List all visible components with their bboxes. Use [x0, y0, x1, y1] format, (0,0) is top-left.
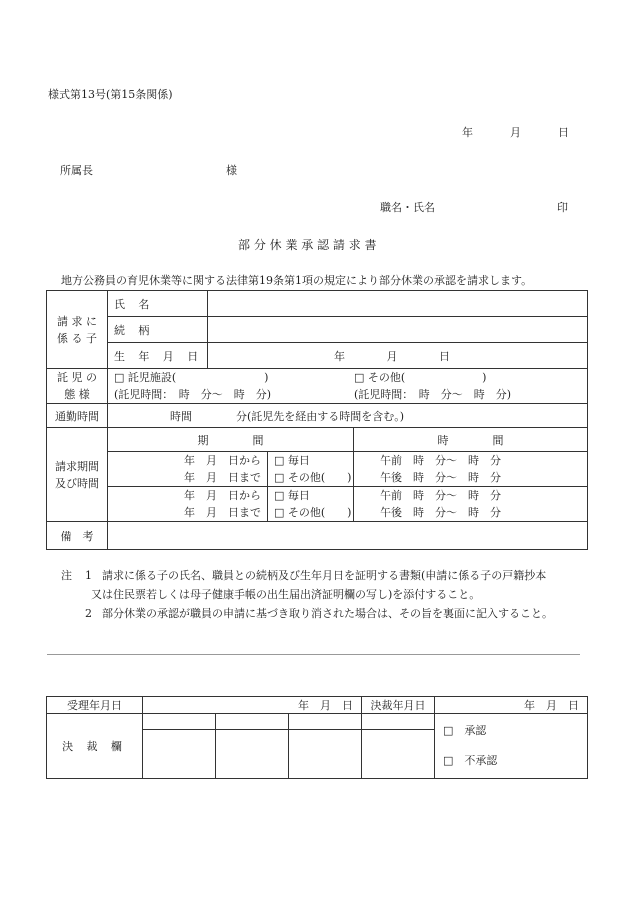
decision-date-field[interactable]: 年 月 日 [435, 697, 588, 714]
commute-field[interactable]: 時間 分(託児先を経由する時間を含む。) [108, 404, 588, 428]
note-1-number: 1 [85, 569, 92, 582]
birthdate-label: 生 年 月 日 [108, 343, 208, 369]
remarks-field[interactable] [108, 522, 588, 550]
relation-label: 続 柄 [108, 317, 208, 343]
name-label: 氏 名 [108, 291, 208, 317]
approver-stamp-4[interactable] [362, 730, 435, 779]
period-header: 期 間 [108, 428, 354, 452]
request-table [46, 290, 588, 550]
note-1-line-2: 又は住民票若しくは母子健康手帳の出生届出済証明欄の写し)を添付すること。 [91, 588, 481, 601]
period-1-dates[interactable]: 年 月 日から 年 月 日まで [108, 452, 268, 487]
received-date-label: 受理年月日 [47, 697, 143, 714]
approver-stamp-1-header[interactable] [143, 714, 216, 730]
decision-date-label: 決裁年月日 [362, 697, 435, 714]
form-number: 様式第13号(第15条関係) [48, 88, 173, 101]
recipient-honorific: 様 [226, 164, 237, 177]
date-day: 日 [558, 126, 569, 139]
approver-stamp-2[interactable] [216, 730, 289, 779]
date-year: 年 [462, 126, 473, 139]
note-2-text: 部分休業の承認が職員の申請に基づき取り消された場合は、その旨を裏面に記入すること。 [102, 607, 553, 620]
note-prefix: 注 [61, 569, 72, 582]
applicant-label: 職名・氏名 [380, 201, 435, 214]
period-2-time[interactable]: 午前 時 分～ 時 分 午後 時 分～ 時 分 [354, 487, 588, 522]
period-1-frequency[interactable]: □ 毎日 □ その他( ) [268, 452, 354, 487]
approver-stamp-1[interactable] [143, 730, 216, 779]
approval-table [46, 696, 588, 779]
period-1-time[interactable]: 午前 時 分～ 時 分 午後 時 分～ 時 分 [354, 452, 588, 487]
approver-stamp-3[interactable] [289, 730, 362, 779]
approver-stamp-3-header[interactable] [289, 714, 362, 730]
birthdate-field[interactable]: 年 月 日 [208, 343, 588, 369]
note-1-line-1: 請求に係る子の氏名、職員との続柄及び生年月日を証明する書類(申請に係る子の戸籍抄本 [102, 569, 547, 582]
separator-line [47, 654, 580, 655]
remarks-label: 備 考 [47, 522, 108, 550]
decision-label: 決 裁 欄 [47, 714, 143, 779]
document-title: 部 分 休 業 承 認 請 求 書 [238, 238, 377, 252]
relation-field[interactable] [208, 317, 588, 343]
date-month: 月 [510, 126, 521, 139]
approver-stamp-4-header[interactable] [362, 714, 435, 730]
recipient-title: 所属長 [60, 164, 93, 177]
approver-stamp-2-header[interactable] [216, 714, 289, 730]
received-date-field[interactable]: 年 月 日 [143, 697, 362, 714]
intro-text: 地方公務員の育児休業等に関する法律第19条第1項の規定により部分休業の承認を請求します。 [61, 274, 533, 287]
name-field[interactable] [208, 291, 588, 317]
note-2-number: 2 [85, 607, 92, 620]
commute-label: 通勤時間 [47, 404, 108, 428]
period-2-frequency[interactable]: □ 毎日 □ その他( ) [268, 487, 354, 522]
child-section-label: 請 求 に 係 る 子 [47, 291, 108, 369]
childcare-label: 託 児 の 態 様 [47, 369, 108, 404]
time-header: 時 間 [354, 428, 588, 452]
childcare-field[interactable]: □ 託児施設( ) □ その他( ) (託児時間： 時 分～ 時 分) (託児時間： 時 分～ 時 分) [108, 369, 588, 404]
approve-checkbox[interactable]: □ 承認 [443, 724, 487, 737]
period-2-dates[interactable]: 年 月 日から 年 月 日まで [108, 487, 268, 522]
period-section-label: 請求期間 及び時間 [47, 428, 108, 522]
decision-result[interactable] [435, 714, 588, 779]
reject-checkbox[interactable]: □ 不承認 [443, 754, 498, 767]
seal-mark: 印 [557, 201, 568, 214]
